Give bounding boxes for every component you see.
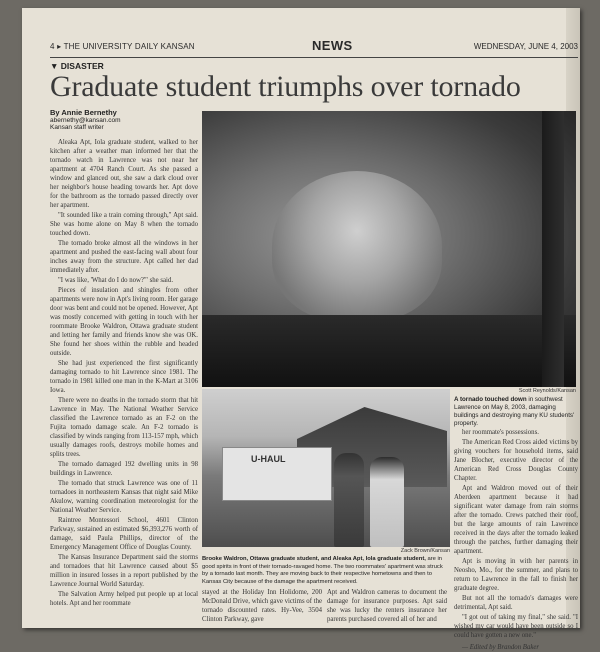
caption-body: in southwest Lawrence on May 8, 2003, damaging buildings and destroying many KU students' property. [454, 396, 575, 427]
issue-date: WEDNESDAY, JUNE 4, 2003 [473, 42, 578, 51]
tornado-funnel-cloud [272, 171, 442, 321]
article-column-2: stayed at the Holiday Inn Holidome, 200 McDonald Drive, which gave victims of the tornado discounted rates. Hy-Vee, 3504 Clinton Parkway, gave [202, 589, 322, 623]
section-name: NEWS [312, 38, 353, 53]
moving-truck [222, 447, 332, 501]
paragraph: Apt and Waldron moved out of their Aberdeen apartment because it had significant water damage from rain storms after the tornado. Crews patched their roof, but the large amounts of rain Lawrence received in the days after the tornado leaked through the patches, further damaging their apartment. [454, 485, 578, 555]
paragraph: Aleaka Apt, Iola graduate student, walked to her kitchen after a weather man informed her that the tornado watch in Lawrence was not near her apartment at 4704 Ranch Court. As she passed a window and glanced out, she saw a dark cloud over her neighbor's house heading towards her. Apt dove for the bathroom as the tornado passed directly over her apartment. [50, 139, 198, 209]
paragraph: The Kansas Insurance Department said the storms and tornadoes that hit Lawrence caused about $5 million in insured losses in a report published by the Lawrence Journal World Saturday. [50, 554, 198, 588]
roommates-photo [202, 389, 450, 547]
paragraph: The American Red Cross aided victims by giving vouchers for household items, said Jane Blocher, executive director of the American Red Cross Douglas County Chapter. [454, 439, 578, 482]
page-header [50, 38, 578, 54]
person-brooke [334, 453, 364, 547]
editor-note: — Edited by Brandon Baker [462, 644, 540, 651]
paragraph: Pieces of insulation and shingles from other apartments were now in Apt's living room. Her garage door was bent and could not be opened. However, Apt was mostly concerned with getting in touch with her roommate Brooke Waldron, Ottawa graduate student and letting her family and friends know she was OK. She found her shoes within the rubble and headed outside. [50, 287, 198, 357]
paragraph: her roommate's possessions. [462, 429, 539, 436]
article-column-3: Apt and Waldron cameras to document the damage for insurance purposes. Apt said she was lucky the renters insurance her parents purchased covered all of her and [327, 589, 447, 623]
article-column-1 [50, 138, 198, 628]
caption-lead: Brooke Waldron, Ottawa graduate student, and Aleaka Apt, Iola graduate student, [202, 556, 426, 562]
tornado-photo [202, 111, 576, 387]
newspaper-page [22, 8, 580, 651]
paragraph: Apt is moving in with her parents in Neosho, Mo., for the summer, and plans to return to Lawrence in the fall to finish her graduate degree. [454, 558, 578, 592]
photo-credit-2: Zack Brown/Kansan [400, 548, 450, 554]
author-name: By Annie Bernethy [50, 108, 117, 117]
paragraph: But not all the tornado's damages were detrimental, Apt said. [454, 595, 578, 611]
author-email: abernethy@kansan.com [50, 117, 121, 124]
paragraph: The tornado that struck Lawrence was one of 11 tornadoes in northeastern Kansas that night said Mike Akulow, warning coordination meteorologist for the National Weather Service. [50, 480, 198, 514]
paragraph: She had just experienced the first significantly damaging tornado to hit Lawrence since 1981. The tornado in 1981 killed one man in the K-Mart at 3106 Iowa. [50, 360, 198, 394]
paragraph: There were no deaths in the tornado storm that hit Lawrence in May. The National Weather Service classified the Lawrence tornado as an F-2 on the Fujita tornado damage scale. An F-2 tornado is classified by winds ranging from 113-157 mph, which usually damages roofs, destroys mobile homes and splits trees. [50, 397, 198, 458]
paragraph: Raintree Montessori School, 4601 Clinton Parkway, sustained an estimated $6,393,276 worth of damage, said Paula Phillips, director of the Emergency Management Office of Douglas County. [50, 517, 198, 551]
author-role: Kansan staff writer [50, 124, 104, 131]
caption-body: are in good spirits in front of their tornado-ravaged home. The two roommates' apartment was struck by a tornado last month. They are moving back to their respective hometowns and then to Kansas City because of the damage the apartment received. [202, 556, 443, 585]
truck-logo-text: U-HAUL [251, 454, 286, 464]
paragraph: The Salvation Army helped put people up at local hotels. Apt and her roommate [50, 591, 198, 607]
header-rule [50, 57, 578, 58]
photo-caption-1 [454, 396, 576, 428]
utility-pole [542, 111, 564, 387]
byline [50, 108, 190, 131]
paragraph: The tornado damaged 192 dwelling units in 98 buildings in Lawrence. [50, 461, 198, 477]
treeline-silhouette [202, 315, 576, 387]
publication-name: 4 ▸ THE UNIVERSITY DAILY KANSAN [50, 42, 195, 51]
photo-credit-1: Scott Reynolds/Kansan [518, 388, 576, 394]
paragraph: "I was like, 'What do I do now?'" she said. [58, 277, 174, 284]
photo-caption-2 [202, 556, 450, 586]
caption-lead: A tornado touched down [454, 396, 527, 403]
person-aleaka [370, 457, 404, 547]
paragraph: "It sounded like a train coming through," Apt said. She was home alone on May 8 when the tornado touched down. [50, 212, 198, 237]
paragraph: The tornado broke almost all the windows in her apartment and pushed the east-facing wall about four inches away from the structure. Apt called her dad immediately after. [50, 240, 198, 274]
headline: Graduate student triumphs over tornado [50, 70, 521, 103]
kicker-label: ▼ DISASTER [50, 61, 104, 71]
article-column-4 [454, 428, 578, 651]
paragraph: "I got out of taking my final," she said. "I wished my car would have been outside so I could have gotten a new one." [454, 614, 578, 639]
